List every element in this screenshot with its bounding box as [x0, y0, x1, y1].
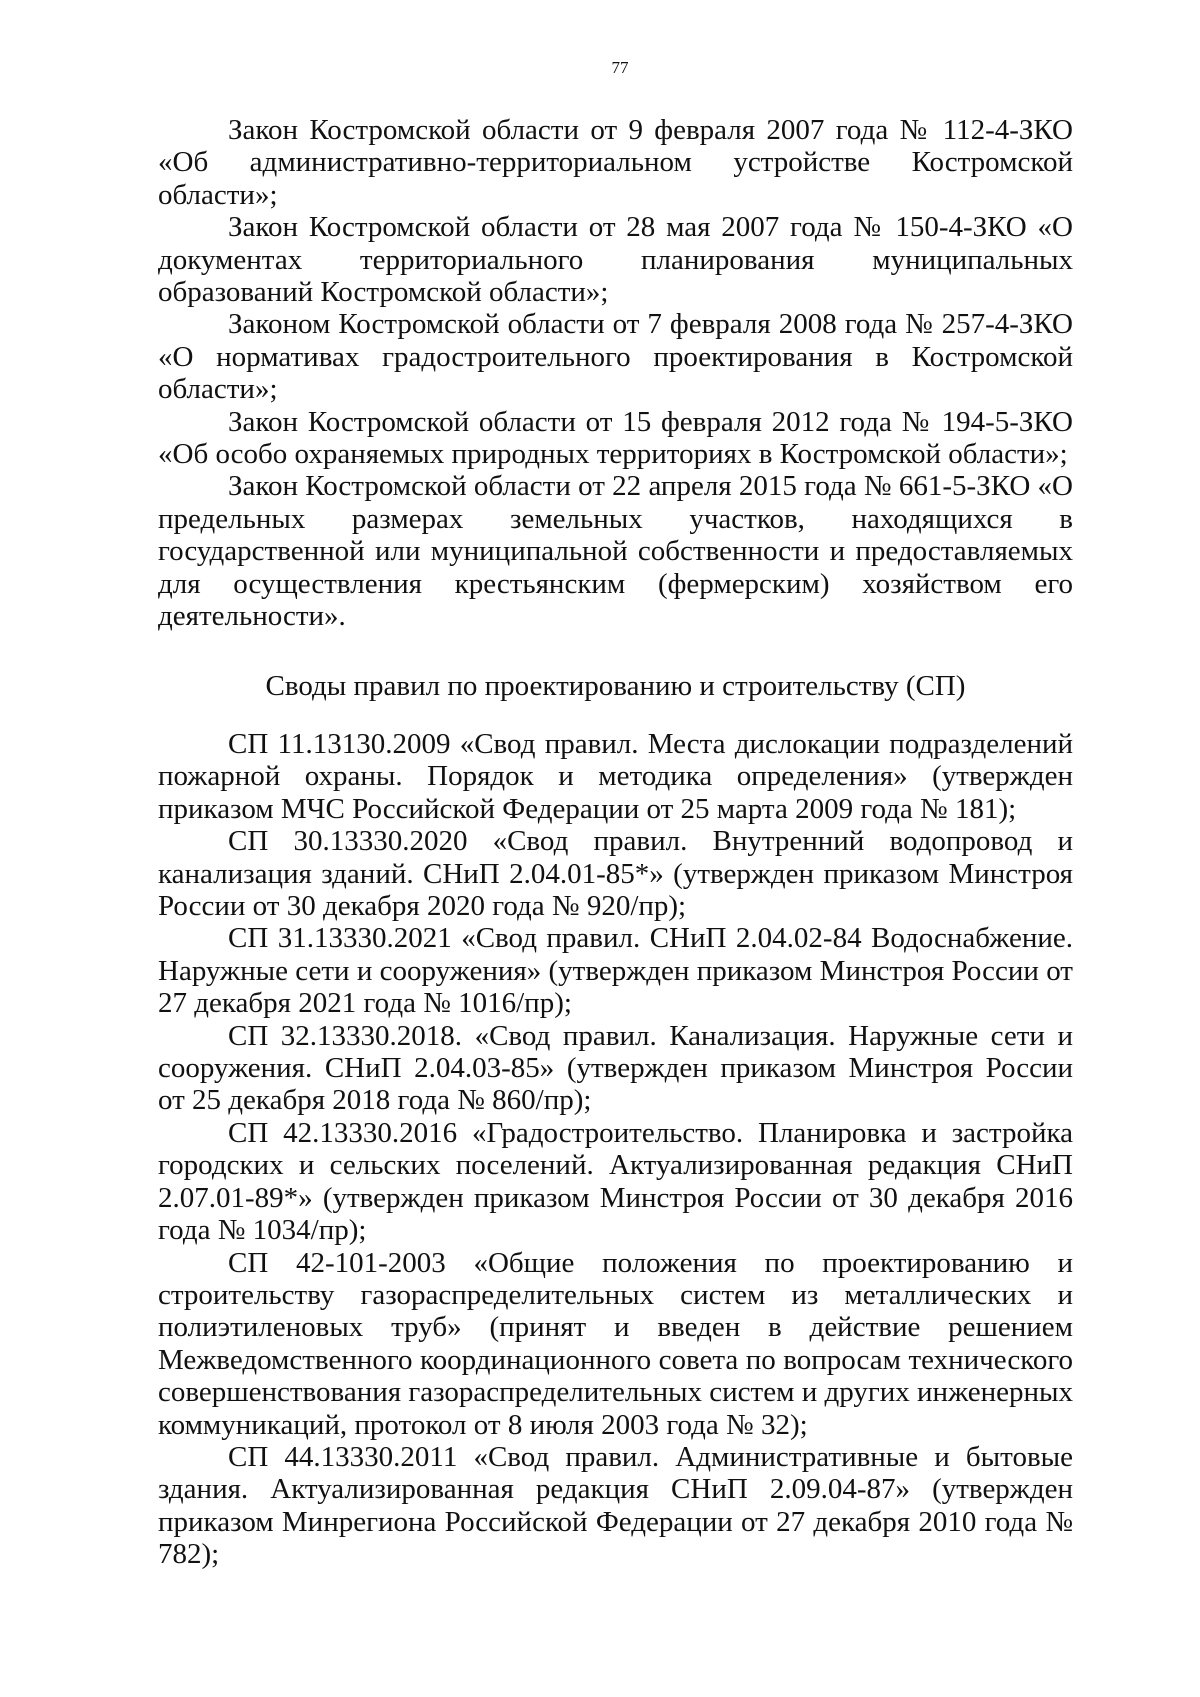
law-item: Закон Костромской области от 9 февраля 2007 года № 112-4-ЗКО «Об административно-территориальном устройстве Костромской области»;: [158, 114, 1073, 211]
section-heading: Своды правил по проектированию и строительству (СП): [265, 670, 966, 702]
sp-item: СП 30.13330.2020 «Свод правил. Внутренний водопровод и канализация зданий. СНиП 2.04.01-85*» (утвержден приказом Минстроя России от 30 декабря 2020 года № 920/пр);: [158, 825, 1073, 923]
page-number: 77: [611, 58, 629, 77]
sp-item: СП 31.13330.2021 «Свод правил. СНиП 2.04.02-84 Водоснабжение. Наружные сети и сооружения» (утвержден приказом Минстроя России от 27 декабря 2021 года № 1016/пр);: [158, 922, 1073, 1020]
sp-item: СП 42.13330.2016 «Градостроительство. Планировка и застройка городских и сельских поселений. Актуализированная редакция СНиП 2.07.01-89*» (утвержден приказом Минстроя России от 30 декабря 2016 года № 1034/пр);: [158, 1116, 1073, 1247]
sp-list: [158, 728, 1073, 1571]
law-item: Закон Костромской области от 15 февраля 2012 года № 194-5-ЗКО «Об особо охраняемых природных территориях в Костромской области»;: [158, 405, 1073, 471]
law-item: Закон Костромской области от 22 апреля 2015 года № 661-5-ЗКО «О предельных размерах земельных участков, находящихся в государственной или муниципальной собственности и предоставляемых для осуществления крестьянским (фермерским) хозяйством его деятельности».: [158, 470, 1073, 633]
sp-item: СП 44.13330.2011 «Свод правил. Административные и бытовые здания. Актуализированная редакция СНиП 2.09.04-87» (утвержден приказом Минрегиона Российской Федерации от 27 декабря 2010 года № 782);: [158, 1440, 1073, 1571]
law-item: Законом Костромской области от 7 февраля 2008 года № 257-4-ЗКО «О нормативах градостроительного проектирования в Костромской области»;: [158, 308, 1073, 406]
sp-item: СП 42-101-2003 «Общие положения по проектированию и строительству газораспределительных систем из металлических и полиэтиленовых труб» (принят и введен в действие решением Межведомственного координационного совета по вопросам технического совершенствования газораспределительных систем и других инженерных коммуникаций, протокол от 8 июля 2003 года № 32);: [158, 1246, 1073, 1441]
laws-list: [158, 114, 1073, 633]
sp-item: СП 32.13330.2018. «Свод правил. Канализация. Наружные сети и сооружения. СНиП 2.04.03-85» (утвержден приказом Минстроя России от 25 декабря 2018 года № 860/пр);: [158, 1019, 1073, 1117]
sp-item: СП 11.13130.2009 «Свод правил. Места дислокации подразделений пожарной охраны. Порядок и методика определения» (утвержден приказом МЧС Российской Федерации от 25 марта 2009 года № 181);: [158, 728, 1073, 825]
law-item: Закон Костромской области от 28 мая 2007 года № 150-4-ЗКО «О документах территориального планирования муниципальных образований Костромской области»;: [158, 211, 1073, 309]
